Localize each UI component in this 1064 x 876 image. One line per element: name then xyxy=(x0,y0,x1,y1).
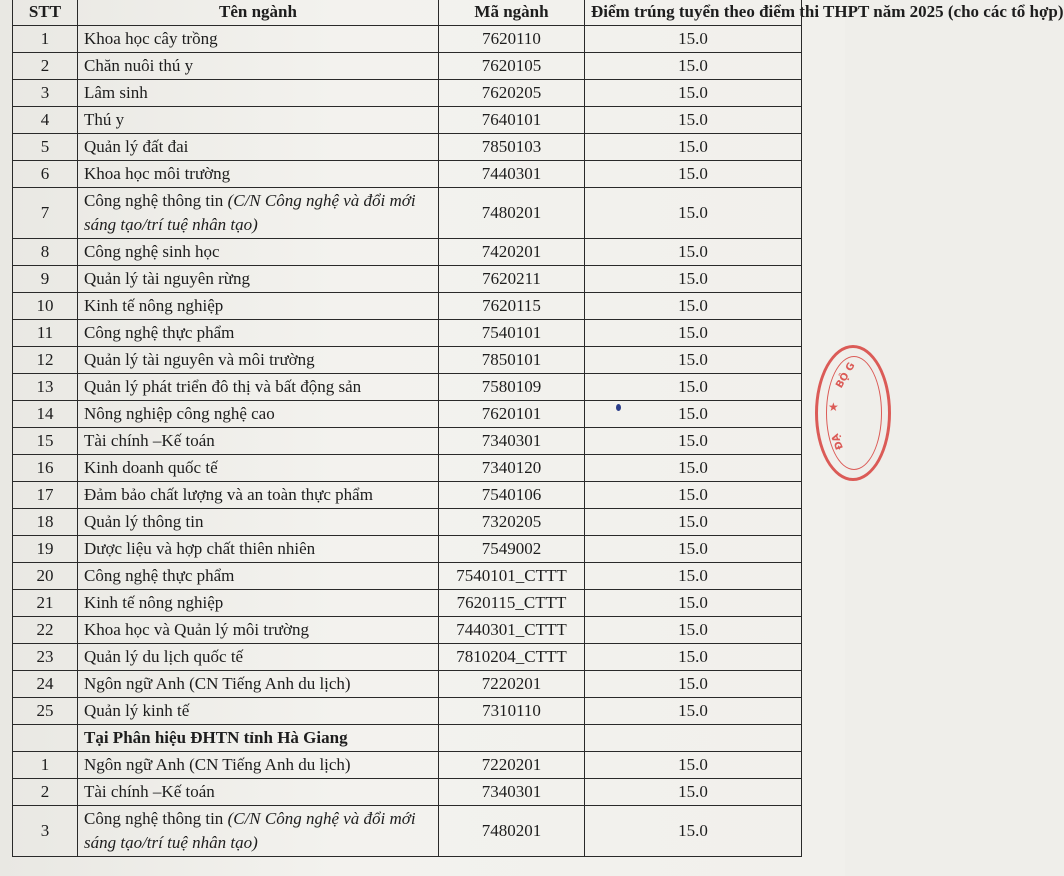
row-stt: 2 xyxy=(13,53,78,80)
row-code: 7580109 xyxy=(439,374,585,401)
table-row xyxy=(13,428,802,455)
row-code: 7340301 xyxy=(439,779,585,806)
row-code: 7620110 xyxy=(439,26,585,53)
row-score: 15.0 xyxy=(585,590,802,617)
row-name: Khoa học môi trường xyxy=(78,161,439,188)
row-score: 15.0 xyxy=(585,188,802,239)
row-score: 15.0 xyxy=(585,644,802,671)
table-row xyxy=(13,590,802,617)
section-empty-cell xyxy=(439,725,585,752)
table-body xyxy=(13,26,802,857)
table-row xyxy=(13,80,802,107)
row-code: 7850101 xyxy=(439,347,585,374)
row-name: Dược liệu và hợp chất thiên nhiên xyxy=(78,536,439,563)
section-header-row xyxy=(13,725,802,752)
row-code: 7620101 xyxy=(439,401,585,428)
seal-text-bottom: ĐẠ xyxy=(830,432,846,451)
row-stt: 4 xyxy=(13,107,78,134)
row-name: Ngôn ngữ Anh (CN Tiếng Anh du lịch) xyxy=(78,752,439,779)
row-code: 7620115_CTTT xyxy=(439,590,585,617)
row-stt: 14 xyxy=(13,401,78,428)
row-code: 7440301 xyxy=(439,161,585,188)
row-score: 15.0 xyxy=(585,509,802,536)
table-row xyxy=(13,347,802,374)
table-row xyxy=(13,239,802,266)
table-row xyxy=(13,107,802,134)
star-icon: ★ xyxy=(828,400,839,414)
row-code: 7620205 xyxy=(439,80,585,107)
row-stt: 16 xyxy=(13,455,78,482)
table-row xyxy=(13,644,802,671)
header-code: Mã ngành xyxy=(439,0,585,26)
table-row xyxy=(13,509,802,536)
row-name: Quản lý du lịch quốc tế xyxy=(78,644,439,671)
row-score: 15.0 xyxy=(585,107,802,134)
table-row xyxy=(13,752,802,779)
row-score: 15.0 xyxy=(585,563,802,590)
row-score: 15.0 xyxy=(585,53,802,80)
table-row xyxy=(13,266,802,293)
table-row xyxy=(13,188,802,239)
row-name: Tài chính –Kế toán xyxy=(78,428,439,455)
row-code: 7540106 xyxy=(439,482,585,509)
row-name xyxy=(78,806,439,857)
row-stt: 21 xyxy=(13,590,78,617)
table-row xyxy=(13,671,802,698)
table-header-row xyxy=(13,0,802,26)
row-stt: 19 xyxy=(13,536,78,563)
row-score: 15.0 xyxy=(585,293,802,320)
row-name: Lâm sinh xyxy=(78,80,439,107)
row-code: 7810204_CTTT xyxy=(439,644,585,671)
row-name xyxy=(78,188,439,239)
row-code: 7220201 xyxy=(439,752,585,779)
table-row xyxy=(13,134,802,161)
row-stt: 22 xyxy=(13,617,78,644)
row-code: 7540101 xyxy=(439,320,585,347)
ink-mark xyxy=(616,404,621,411)
row-name: Công nghệ thực phẩm xyxy=(78,320,439,347)
row-stt: 2 xyxy=(13,779,78,806)
row-name-main: Công nghệ thông tin xyxy=(84,191,224,210)
row-name-note: (C/N Công nghệ và đổi mới sáng tạo/trí tuệ nhân tạo) xyxy=(84,809,416,852)
row-code: 7620105 xyxy=(439,53,585,80)
row-name: Thú y xyxy=(78,107,439,134)
row-score: 15.0 xyxy=(585,671,802,698)
row-stt: 3 xyxy=(13,80,78,107)
row-code: 7340120 xyxy=(439,455,585,482)
row-name: Nông nghiệp công nghệ cao xyxy=(78,401,439,428)
row-code: 7640101 xyxy=(439,107,585,134)
row-code: 7480201 xyxy=(439,806,585,857)
row-code: 7850103 xyxy=(439,134,585,161)
row-stt: 3 xyxy=(13,806,78,857)
section-title: Tại Phân hiệu ĐHTN tỉnh Hà Giang xyxy=(78,725,439,752)
table-row xyxy=(13,320,802,347)
row-score: 15.0 xyxy=(585,698,802,725)
seal-text-top: BỘ G xyxy=(834,360,858,391)
row-score: 15.0 xyxy=(585,266,802,293)
table-row xyxy=(13,26,802,53)
table-row xyxy=(13,617,802,644)
row-score: 15.0 xyxy=(585,482,802,509)
row-score: 15.0 xyxy=(585,428,802,455)
row-stt: 20 xyxy=(13,563,78,590)
row-code: 7420201 xyxy=(439,239,585,266)
row-name: Khoa học và Quản lý môi trường xyxy=(78,617,439,644)
row-stt: 15 xyxy=(13,428,78,455)
row-stt: 10 xyxy=(13,293,78,320)
row-stt: 25 xyxy=(13,698,78,725)
row-name: Quản lý đất đai xyxy=(78,134,439,161)
row-code: 7540101_CTTT xyxy=(439,563,585,590)
row-stt: 12 xyxy=(13,347,78,374)
row-score: 15.0 xyxy=(585,347,802,374)
row-stt: 9 xyxy=(13,266,78,293)
table-row xyxy=(13,779,802,806)
row-code: 7310110 xyxy=(439,698,585,725)
row-score: 15.0 xyxy=(585,617,802,644)
row-score: 15.0 xyxy=(585,161,802,188)
section-empty-cell xyxy=(13,725,78,752)
row-name: Chăn nuôi thú y xyxy=(78,53,439,80)
row-name: Kinh doanh quốc tế xyxy=(78,455,439,482)
row-stt: 18 xyxy=(13,509,78,536)
row-score: 15.0 xyxy=(585,401,802,428)
row-name-note: (C/N Công nghệ và đổi mới sáng tạo/trí tuệ nhân tạo) xyxy=(84,191,416,234)
row-name: Quản lý kinh tế xyxy=(78,698,439,725)
row-code: 7620115 xyxy=(439,293,585,320)
table-row xyxy=(13,293,802,320)
row-score: 15.0 xyxy=(585,239,802,266)
row-code: 7220201 xyxy=(439,671,585,698)
table-row xyxy=(13,698,802,725)
row-stt: 1 xyxy=(13,752,78,779)
row-name: Quản lý tài nguyên và môi trường xyxy=(78,347,439,374)
table-row xyxy=(13,53,802,80)
header-stt: STT xyxy=(13,0,78,26)
table-row xyxy=(13,374,802,401)
row-name: Quản lý thông tin xyxy=(78,509,439,536)
row-stt: 13 xyxy=(13,374,78,401)
row-name: Kinh tế nông nghiệp xyxy=(78,590,439,617)
row-score: 15.0 xyxy=(585,455,802,482)
row-name-main: Công nghệ thông tin xyxy=(84,809,224,828)
section-empty-cell xyxy=(585,725,802,752)
row-name: Ngôn ngữ Anh (CN Tiếng Anh du lịch) xyxy=(78,671,439,698)
row-code: 7320205 xyxy=(439,509,585,536)
row-stt: 6 xyxy=(13,161,78,188)
official-seal xyxy=(815,345,891,481)
table-row xyxy=(13,401,802,428)
row-score: 15.0 xyxy=(585,26,802,53)
table-row xyxy=(13,536,802,563)
row-stt: 1 xyxy=(13,26,78,53)
table-row xyxy=(13,161,802,188)
row-code: 7549002 xyxy=(439,536,585,563)
table-row xyxy=(13,482,802,509)
row-name: Đảm bảo chất lượng và an toàn thực phẩm xyxy=(78,482,439,509)
row-stt: 7 xyxy=(13,188,78,239)
row-stt: 11 xyxy=(13,320,78,347)
row-score: 15.0 xyxy=(585,80,802,107)
row-stt: 23 xyxy=(13,644,78,671)
row-name: Quản lý phát triển đô thị và bất động sản xyxy=(78,374,439,401)
row-name: Công nghệ sinh học xyxy=(78,239,439,266)
header-name: Tên ngành xyxy=(78,0,439,26)
row-score: 15.0 xyxy=(585,806,802,857)
row-code: 7620211 xyxy=(439,266,585,293)
row-stt: 8 xyxy=(13,239,78,266)
row-code: 7480201 xyxy=(439,188,585,239)
table-row xyxy=(13,455,802,482)
row-score: 15.0 xyxy=(585,779,802,806)
row-stt: 17 xyxy=(13,482,78,509)
table-row xyxy=(13,806,802,857)
row-name: Kinh tế nông nghiệp xyxy=(78,293,439,320)
row-score: 15.0 xyxy=(585,320,802,347)
row-score: 15.0 xyxy=(585,536,802,563)
row-code: 7340301 xyxy=(439,428,585,455)
row-score: 15.0 xyxy=(585,134,802,161)
row-name: Quản lý tài nguyên rừng xyxy=(78,266,439,293)
row-score: 15.0 xyxy=(585,752,802,779)
row-score: 15.0 xyxy=(585,374,802,401)
row-code: 7440301_CTTT xyxy=(439,617,585,644)
row-stt: 5 xyxy=(13,134,78,161)
table-row xyxy=(13,563,802,590)
row-name: Khoa học cây trồng xyxy=(78,26,439,53)
row-stt: 24 xyxy=(13,671,78,698)
header-score: Điểm trúng tuyển theo điểm thi THPT năm 2025 (cho các tổ hợp) xyxy=(585,0,802,26)
row-name: Công nghệ thực phẩm xyxy=(78,563,439,590)
row-name: Tài chính –Kế toán xyxy=(78,779,439,806)
